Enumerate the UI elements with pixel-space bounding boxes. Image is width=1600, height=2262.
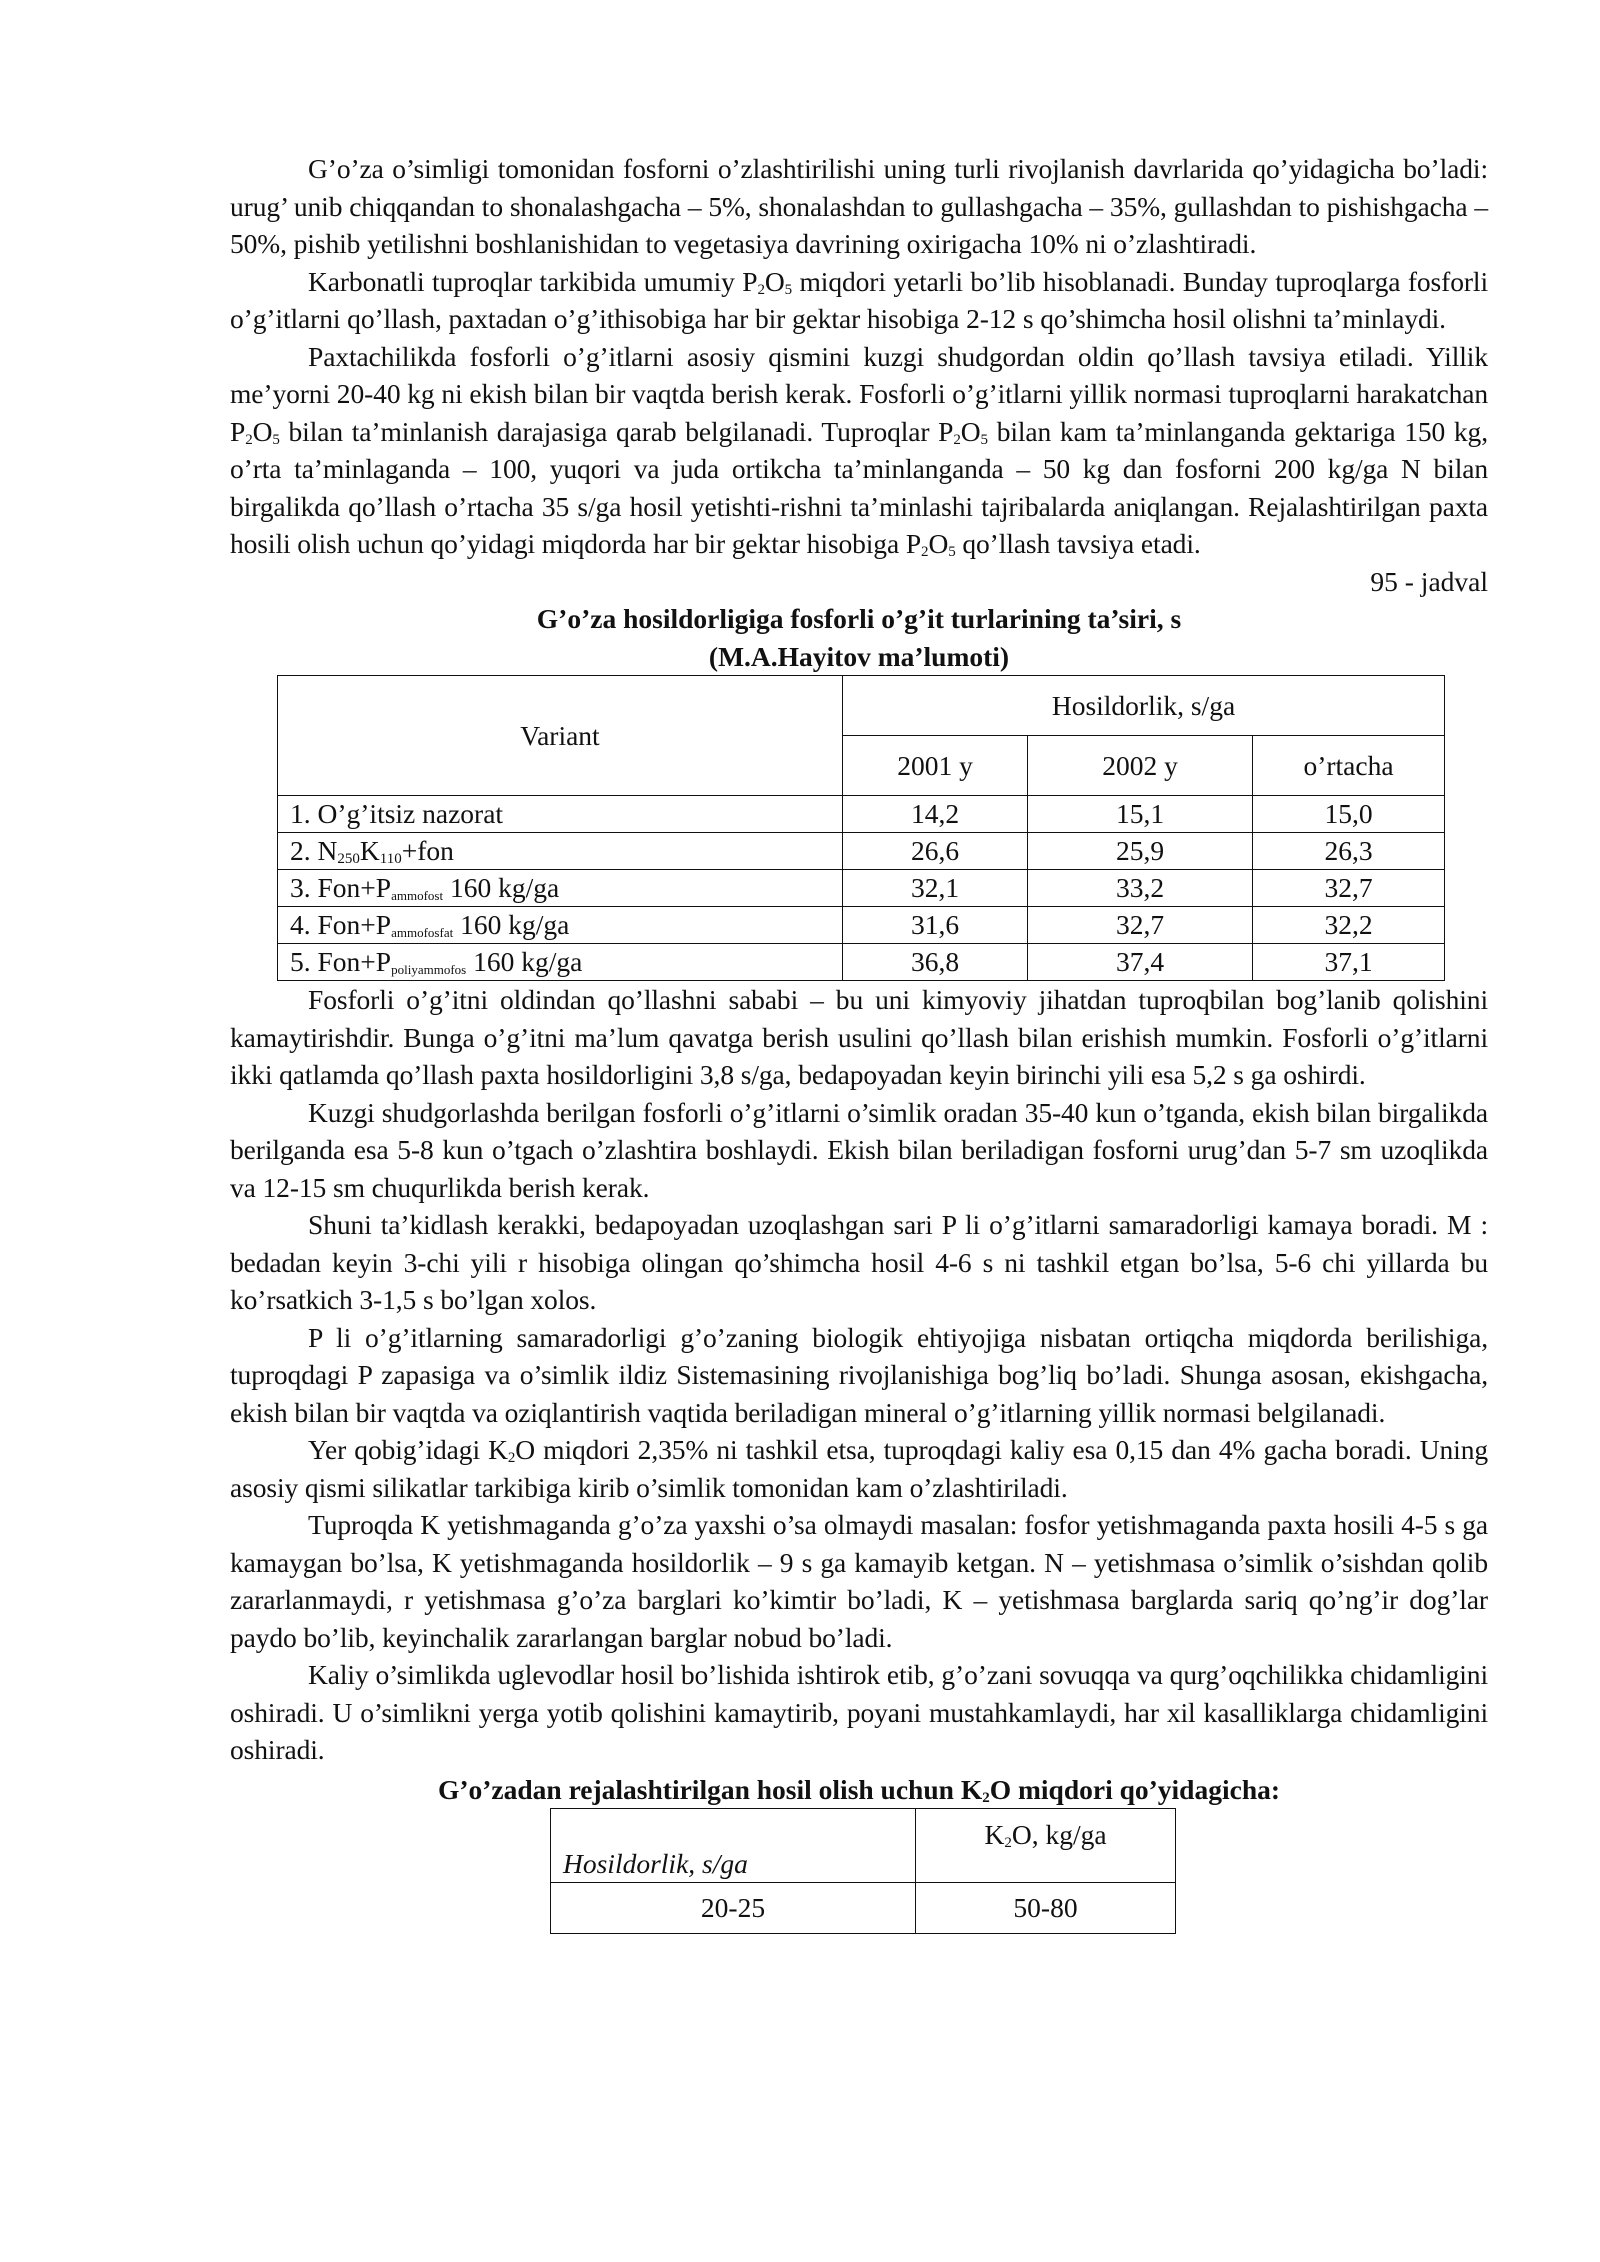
value-cell: 26,3 [1253,833,1445,870]
variant-cell: 5. $Fon+P_{poliyammofos}$ 160 kg/ga [278,944,843,981]
paragraph-k2o: Yer qobig’idagi $K_2O$ miqdori 2,35% ni tashkil etsa, tuproqdagi kaliy esa 0,15 dan 4% gacha boradi. Uning asosiy qismi silikatlar tarkibiga kirib o’simlik tomonidan kam o’zlashtiriladi. [230,1434,1488,1503]
value-cell: 32,1 [843,870,1028,907]
table-row [278,833,1445,870]
value-cell: 25,9 [1028,833,1253,870]
table-row [278,870,1445,907]
value-cell: 31,6 [843,907,1028,944]
table-row [278,796,1445,833]
column-header-average: o’rtacha [1253,736,1445,796]
column-header-yield: Hosildorlik, s/ga [843,676,1445,736]
k2o-table [550,1808,1176,1934]
column-header-yield: Hosildorlik, s/ga [551,1809,916,1883]
table-number: 95 - jadval [1370,565,1488,597]
column-header-k2o: $K_2O$, kg/ga [916,1809,1176,1883]
paragraph: G’o’za o’simligi tomonidan fosforni o’zlashtirilishi uning turli rivojlanish davrlarida qo’yidagicha bo’ladi: urug’ unib chiqqandan to shonalashgacha – 5%, shonalashdan to gullashgacha – 35%, gullashdan to pishishgacha – 50%, pishib yetilishni boshlanishidan to vegetasiya davrining oxirigacha 10% ni o’zlashtiradi. [230,153,1488,259]
yield-table [277,675,1445,981]
variant-cell: 1. O’g’itsiz nazorat [278,796,843,833]
value-cell: 15,1 [1028,796,1253,833]
value-cell: 32,7 [1253,870,1445,907]
column-header-variant: Variant [278,676,843,796]
table-title: G’o’za hosildorligiga fosforli o’g’it turlarining ta’siri, s [536,603,1182,634]
paragraph: P li o’g’itlarning samaradorligi g’o’zaning biologik ehtiyojiga nisbatan ortiqcha miqdorda berilishiga, tuproqdagi P zapasiga va o’simlik ildiz Sistemasining rivojlanishiga bog’liq bo’ladi. Shunga asosan, ekishgacha, ekish bilan bir vaqtda va oziqlantirish vaqtida beriladigan mineral o’g’itlarning yillik normasi belgilanadi. [230,1321,1488,1428]
column-header-year: 2001 y [843,736,1028,796]
variant-cell: 3. $Fon+P_{ammofost}$ 160 kg/ga [278,870,843,907]
value-cell: 15,0 [1253,796,1445,833]
value-cell: 33,2 [1028,870,1253,907]
paragraph: Shuni ta’kidlash kerakki, bedapoyadan uzoqlashgan sari P li o’g’itlarni samaradorligi kamaya boradi. M : bedadan keyin 3-chi yili r hisobiga olingan qo’shimcha hosil 4-6 s ni tashkil etgan bo’lsa, 5-6 chi yillarda bu ko’rsatkich 3-1,5 s bo’lgan xolos. [230,1209,1488,1315]
column-header-year: 2002 y [1028,736,1253,796]
value-cell: 36,8 [843,944,1028,981]
document-page [230,150,1488,1934]
table-subtitle: (M.A.Hayitov ma’lumoti) [708,640,1010,672]
value-cell: 20-25 [551,1883,916,1934]
k2o-heading: G’o’zadan rejalashtirilgan hosil olish uchun $K_2O$ miqdori qo’yidagicha: [437,1773,1281,1806]
value-cell: 14,2 [843,796,1028,833]
variant-cell: 2. $N_{250}K_{110}+fon$ [278,833,843,870]
variant-cell: 4. $Fon+P_{ammofosfat}$ 160 kg/ga [278,907,843,944]
table-row [278,907,1445,944]
value-cell: 32,7 [1028,907,1253,944]
paragraph-p2o5: Karbonatli tuproqlar tarkibida umumiy $P_2O_5$ miqdori yetarli bo’lib hisoblanadi. Bunday tuproqlarga fosforli o’g’itlarni qo’llash, paxtadan o’g’ithisobiga har bir gektar hisobiga 2-12 s qo’shimcha hosil olishni ta’minlaydi. [230,265,1488,334]
paragraph: Kaliy o’simlikda uglevodlar hosil bo’lishida ishtirok etib, g’o’zani sovuqqa va qurg’oqchilikka chidamligini oshiradi. U o’simlikni yerga yotib qolishini kamaytirib, poyani mustahkamlaydi, har xil kasalliklarga chidamligini oshiradi. [230,1659,1488,1765]
value-cell: 37,4 [1028,944,1253,981]
paragraph: Tuproqda K yetishmaganda g’o’za yaxshi o’sa olmaydi masalan: fosfor yetishmaganda paxta hosili 4-5 s ga kamaygan bo’lsa, K yetishmaganda hosildorlik – 9 s ga kamayib ketgan. N – yetishmasa o’simlik o’sishdan qolib zararlanmaydi, r yetishmasa g’o’za barglari ko’kimtir bo’ladi, K – yetishmasa barglarda sariq qo’ng’ir dog’lar paydo bo’lib, keyinchalik zararlangan barglar nobud bo’ladi. [230,1509,1488,1653]
value-cell: 26,6 [843,833,1028,870]
value-cell: 37,1 [1253,944,1445,981]
paragraph-norms: Paxtachilikda fosforli o’g’itlarni asosiy qismini kuzgi shudgordan oldin qo’llash tavsiya etiladi. Yillik me’yorni 20-40 kg ni ekish bilan bir vaqtda berish kerak. Fosforli o’g’itlarni yillik normasi tuproqlarni harakatchan $P_2O_5$ bilan ta’minlanish darajasiga qarab belgilanadi. Tuproqlar $P_2O_5$ bilan kam ta’minlanganda gektariga 150 kg, o’rta ta’minlaganda – 100, yuqori va juda ortikcha ta’minlanganda – 50 kg dan fosforni 200 kg/ga N bilan birgalikda qo’llash o’rtacha 35 s/ga hosil yetishti-rishni ta’minlashi tajribalarda aniqlangan. Rejalashtirilgan paxta hosili olish uchun qo’yidagi miqdorda har bir gektar hisobiga $P_2O_5$ qo’llash tavsiya etadi. [230,340,1488,560]
value-cell: 50-80 [916,1883,1176,1934]
value-cell: 32,2 [1253,907,1445,944]
paragraph: Kuzgi shudgorlashda berilgan fosforli o’g’itlarni o’simlik oradan 35-40 kun o’tganda, ekish bilan birgalikda berilganda esa 5-8 kun o’tgach o’zlashtira boshlaydi. Ekish bilan beriladigan fosforni urug’dan 5-7 sm uzoqlikda va 12-15 sm chuqurlikda berish kerak. [230,1096,1488,1203]
paragraph: Fosforli o’g’itni oldindan qo’llashni sababi – bu uni kimyoviy jihatdan tuproqbilan bog’lanib qolishini kamaytirishdir. Bunga o’g’itni ma’lum qavatga berish usulini qo’llash bilan erishish mumkin. Fosforli o’g’itlarni ikki qatlamda qo’llash paxta hosildorligini 3,8 s/ga, bedapoyadan keyin birinchi yili esa 5,2 s ga oshirdi. [230,984,1488,1090]
table-row [278,944,1445,981]
